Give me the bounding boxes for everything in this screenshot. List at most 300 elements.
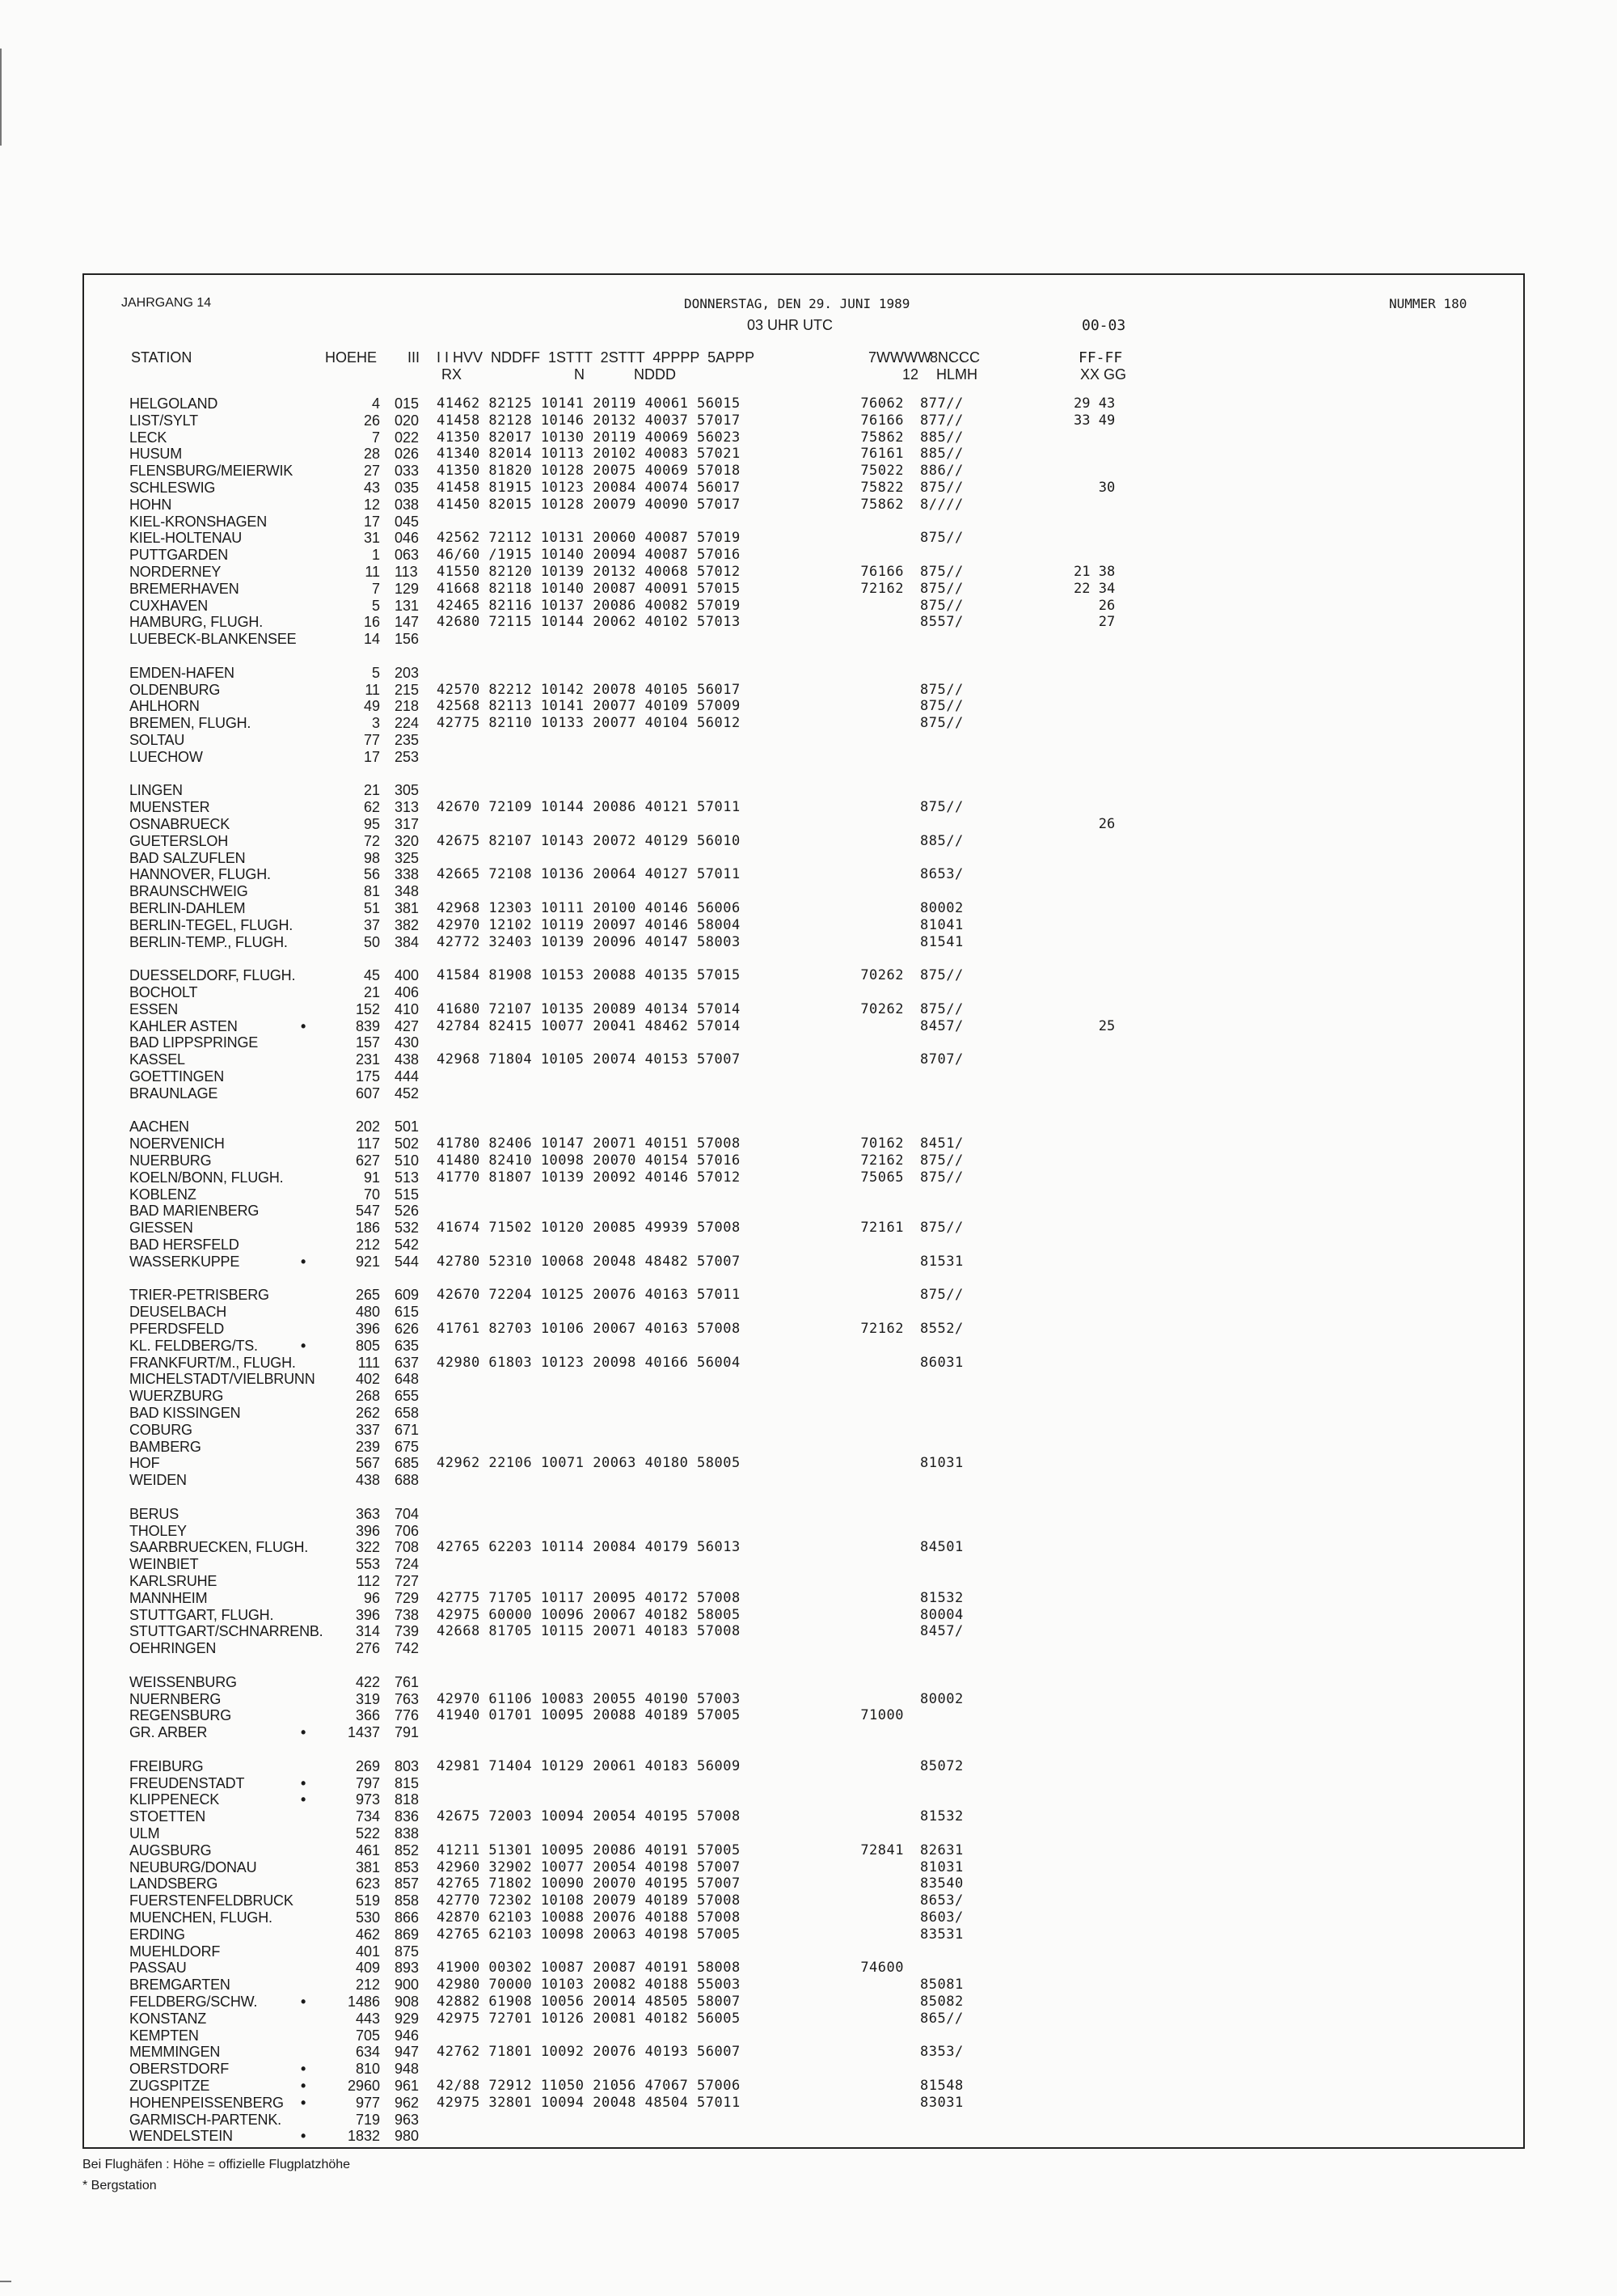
station-hoehe: 553 [355, 1556, 380, 1573]
station-name: GARMISCH-PARTENK. [129, 2111, 281, 2128]
station-name: DUESSELDORF, FLUGH. [129, 967, 296, 984]
station-hoehe: 396 [355, 1321, 380, 1337]
synop-groups: 41770 81807 10139 20092 40146 57012 [437, 1169, 741, 1186]
station-name: WEIDEN [129, 1472, 187, 1489]
synop-groups: 41350 81820 10128 20075 40069 57018 [437, 463, 741, 480]
table-row [0, 1892, 1617, 1909]
group-7wwww: 75862 [860, 496, 904, 513]
table-row [0, 1439, 1617, 1456]
table-row [0, 1758, 1617, 1775]
table-row [0, 1960, 1617, 1977]
station-name: STUTTGART, FLUGH. [129, 1606, 274, 1623]
station-hoehe: 98 [363, 849, 380, 866]
station-name: DEUSELBACH [129, 1304, 227, 1321]
station-iii: 818 [395, 1791, 420, 1808]
table-row [0, 1506, 1617, 1523]
station-name: OEHRINGEN [129, 1640, 217, 1657]
station-iii: 063 [395, 547, 420, 564]
synop-groups: 42981 71404 10129 20061 40183 56009 [437, 1757, 741, 1774]
table-row [0, 1321, 1617, 1338]
table-row [0, 1707, 1617, 1724]
station-name: GR. ARBER [129, 1724, 208, 1741]
station-hoehe: 1832 [347, 2128, 380, 2145]
synop-groups: 41458 81915 10123 20084 40074 56017 [437, 480, 741, 496]
group-ff-gusts: 26 [1074, 597, 1116, 614]
station-name: AHLHORN [129, 698, 200, 715]
table-row [0, 1287, 1617, 1304]
table-row [0, 514, 1617, 531]
table-row [0, 581, 1617, 598]
group-8nccc: 875// [920, 1000, 964, 1017]
station-name: ULM [129, 1825, 160, 1841]
synop-groups: 41480 82410 10098 20070 40154 57016 [437, 1152, 741, 1169]
station-hoehe: 805 [355, 1337, 380, 1354]
station-name: BERUS [129, 1505, 179, 1522]
group-8nccc: 875// [920, 967, 964, 984]
station-iii: 020 [395, 412, 420, 429]
bergstation-marker: • [301, 1017, 306, 1034]
station-iii: 948 [395, 2061, 420, 2078]
station-hoehe: 623 [355, 1875, 380, 1892]
station-hoehe: 17 [363, 748, 380, 765]
station-iii: 313 [395, 799, 420, 816]
station-name: OSNABRUECK [129, 816, 230, 832]
station-hoehe: 17 [363, 513, 380, 530]
synop-groups: 42665 72108 10136 20064 40127 57011 [437, 866, 741, 883]
station-hoehe: 422 [355, 1673, 380, 1690]
group-7wwww: 74600 [860, 1960, 904, 1977]
station-iii: 946 [395, 2027, 420, 2044]
station-iii: 427 [395, 1017, 420, 1034]
station-hoehe: 268 [355, 1388, 380, 1405]
station-iii: 438 [395, 1051, 420, 1068]
group-8nccc: 877// [920, 395, 964, 412]
table-row [0, 1169, 1617, 1186]
table-row [0, 2095, 1617, 2112]
station-iii: 410 [395, 1000, 420, 1017]
station-hoehe: 269 [355, 1757, 380, 1774]
synop-groups: 42962 22106 10071 20063 40180 58005 [437, 1455, 741, 1472]
time-label: 03 UHR UTC [747, 317, 834, 333]
table-row [0, 1034, 1617, 1051]
station-hoehe: 363 [355, 1505, 380, 1522]
group-8nccc: 875// [920, 564, 964, 580]
group-7wwww: 70162 [860, 1135, 904, 1152]
station-iii: 742 [395, 1640, 420, 1657]
station-hoehe: 231 [355, 1051, 380, 1068]
station-iii: 026 [395, 446, 420, 463]
table-row [0, 530, 1617, 547]
station-iii: 515 [395, 1186, 420, 1203]
station-name: FREUDENSTADT [129, 1774, 245, 1791]
table-row [0, 1977, 1617, 1994]
station-iii: 317 [395, 816, 420, 832]
station-iii: 963 [395, 2111, 420, 2128]
footnote-bergstation: * Bergstation [82, 2179, 157, 2192]
group-7wwww: 72162 [860, 1152, 904, 1169]
synop-groups: 41674 71502 10120 20085 49939 57008 [437, 1220, 741, 1237]
table-row [0, 1085, 1617, 1102]
col-nccc: 8NCCC [930, 349, 981, 366]
station-hoehe: 567 [355, 1455, 380, 1472]
station-hoehe: 366 [355, 1707, 380, 1724]
station-iii: 526 [395, 1203, 420, 1220]
bergstation-marker: • [301, 2078, 306, 2094]
table-row [0, 446, 1617, 463]
station-iii: 708 [395, 1539, 420, 1556]
station-name: BAD KISSINGEN [129, 1405, 241, 1421]
station-hoehe: 4 [371, 395, 380, 412]
synop-groups: 41584 81908 10153 20088 40135 57015 [437, 967, 741, 984]
station-iii: 510 [395, 1152, 420, 1169]
nummer-label: NUMMER 180 [1389, 296, 1467, 311]
station-iii: 836 [395, 1808, 420, 1825]
group-8nccc: 85081 [920, 1977, 964, 1994]
group-7wwww: 76166 [860, 412, 904, 429]
station-hoehe: 202 [355, 1118, 380, 1135]
table-row [0, 665, 1617, 682]
station-hoehe: 337 [355, 1421, 380, 1438]
table-row [0, 1405, 1617, 1422]
synop-groups: 42784 82415 10077 20041 48462 57014 [437, 1017, 741, 1034]
table-row [0, 1691, 1617, 1708]
group-8nccc: 8707/ [920, 1051, 964, 1068]
table-row [0, 395, 1617, 412]
table-row [0, 1808, 1617, 1825]
group-8nccc: 84501 [920, 1539, 964, 1556]
station-hoehe: 95 [363, 816, 380, 832]
station-name: PUTTGARDEN [129, 547, 229, 564]
synop-groups: 42762 71801 10092 20076 40193 56007 [437, 2044, 741, 2061]
station-iii: 382 [395, 916, 420, 933]
synop-groups: 42980 61803 10123 20098 40166 56004 [437, 1354, 741, 1371]
station-name: FRANKFURT/M., FLUGH. [129, 1354, 296, 1371]
table-row [0, 782, 1617, 799]
table-row [0, 1926, 1617, 1943]
table-row [0, 1338, 1617, 1355]
station-iii: 893 [395, 1960, 420, 1977]
period-label: 00-03 [1082, 317, 1126, 334]
station-hoehe: 314 [355, 1623, 380, 1640]
station-hoehe: 11 [365, 564, 380, 580]
station-hoehe: 319 [355, 1690, 380, 1707]
group-ff-gusts: 21 38 [1074, 564, 1116, 580]
station-hoehe: 117 [357, 1135, 380, 1152]
table-row [0, 2011, 1617, 2027]
table-row [0, 2044, 1617, 2061]
station-iii: 763 [395, 1690, 420, 1707]
table-row [0, 799, 1617, 816]
station-name: NUERNBERG [129, 1690, 222, 1707]
group-8nccc: 83540 [920, 1875, 964, 1892]
synop-groups: 41940 01701 10095 20088 40189 57005 [437, 1707, 741, 1724]
table-row [0, 1775, 1617, 1792]
station-name: MUENSTER [129, 799, 210, 816]
table-row [0, 698, 1617, 715]
bergstation-marker: • [301, 1994, 306, 2010]
station-name: BERLIN-DAHLEM [129, 900, 246, 916]
group-8nccc: 875// [920, 698, 964, 715]
station-hoehe: 810 [355, 2061, 380, 2078]
station-iii: 544 [395, 1253, 420, 1270]
station-name: GIESSEN [129, 1220, 193, 1237]
station-hoehe: 37 [363, 916, 380, 933]
station-iii: 815 [395, 1774, 420, 1791]
station-iii: 015 [395, 395, 420, 412]
station-name: KIEL-KRONSHAGEN [129, 513, 268, 530]
station-hoehe: 21 [363, 984, 380, 1000]
table-row [0, 1875, 1617, 1892]
station-hoehe: 12 [363, 496, 380, 513]
table-row [0, 866, 1617, 883]
station-iii: 637 [395, 1354, 420, 1371]
station-name: LUEBECK-BLANKENSEE [129, 631, 297, 648]
station-iii: 452 [395, 1085, 420, 1101]
group-ff-gusts: 30 [1074, 480, 1116, 496]
station-hoehe: 7 [371, 429, 380, 446]
station-name: HAMBURG, FLUGH. [129, 614, 264, 631]
table-row [0, 1203, 1617, 1220]
station-hoehe: 480 [355, 1304, 380, 1321]
station-iii: 947 [395, 2044, 420, 2061]
synop-groups: 41550 82120 10139 20132 40068 57012 [437, 564, 741, 580]
scan-edge-mark [0, 2281, 11, 2282]
station-iii: 542 [395, 1237, 420, 1253]
station-name: HOHENPEISSENBERG [129, 2094, 284, 2111]
station-hoehe: 839 [355, 1017, 380, 1034]
synop-groups: 42960 32902 10077 20054 40198 57007 [437, 1858, 741, 1875]
station-name: ESSEN [129, 1000, 179, 1017]
table-row [0, 984, 1617, 1001]
station-name: HANNOVER, FLUGH. [129, 866, 271, 883]
station-name: BAMBERG [129, 1438, 201, 1455]
table-row [0, 1051, 1617, 1068]
station-hoehe: 396 [355, 1522, 380, 1539]
group-8nccc: 83531 [920, 1926, 964, 1943]
table-row [0, 480, 1617, 497]
table-row [0, 1607, 1617, 1624]
table-row [0, 1623, 1617, 1640]
station-name: FUERSTENFELDBRUCK [129, 1892, 293, 1909]
group-7wwww: 76062 [860, 395, 904, 412]
station-name: NUERBURG [129, 1152, 212, 1169]
synop-groups: 41761 82703 10106 20067 40163 57008 [437, 1321, 741, 1337]
group-8nccc: 865// [920, 2010, 964, 2027]
station-name: NOERVENICH [129, 1135, 225, 1152]
table-row [0, 2078, 1617, 2095]
synop-groups: 42570 82212 10142 20078 40105 56017 [437, 681, 741, 698]
group-8nccc: 81031 [920, 1455, 964, 1472]
group-ff-gusts: 29 43 [1074, 395, 1116, 412]
station-iii: 022 [395, 429, 420, 446]
synop-groups: 42465 82116 10137 20086 40082 57019 [437, 597, 741, 614]
table-row [0, 883, 1617, 900]
station-name: BAD LIPPSPRINGE [129, 1034, 259, 1051]
station-hoehe: 401 [355, 1943, 380, 1960]
station-iii: 235 [395, 732, 420, 748]
synop-groups: 42765 71802 10090 20070 40195 57007 [437, 1875, 741, 1892]
station-name: WUERZBURG [129, 1388, 224, 1405]
station-name: SOLTAU [129, 732, 185, 748]
group-8nccc: 80002 [920, 1690, 964, 1707]
station-iii: 305 [395, 782, 420, 799]
station-iii: 215 [395, 681, 420, 698]
station-iii: 648 [395, 1371, 420, 1388]
station-hoehe: 634 [355, 2044, 380, 2061]
station-iii: 875 [395, 1943, 420, 1960]
table-row [0, 631, 1617, 648]
station-iii: 320 [395, 832, 420, 849]
station-hoehe: 973 [355, 1791, 380, 1808]
station-name: KL. FELDBERG/TS. [129, 1337, 258, 1354]
group-8nccc: 81532 [920, 1589, 964, 1606]
station-name: KASSEL [129, 1051, 185, 1068]
group-8nccc: 875// [920, 1287, 964, 1304]
station-name: PFERDSFELD [129, 1321, 225, 1337]
group-7wwww: 72161 [860, 1220, 904, 1237]
group-ff-gusts: 27 [1074, 614, 1116, 631]
group-8nccc: 8457/ [920, 1017, 964, 1034]
synop-groups: 41780 82406 10147 20071 40151 57008 [437, 1135, 741, 1152]
table-row [0, 1590, 1617, 1607]
synop-groups: 42775 71705 10117 20095 40172 57008 [437, 1589, 741, 1606]
station-hoehe: 322 [355, 1539, 380, 1556]
station-hoehe: 5 [371, 664, 380, 681]
group-ff-gusts: 26 [1074, 816, 1116, 832]
station-hoehe: 265 [355, 1287, 380, 1304]
station-iii: 900 [395, 1977, 420, 1994]
station-name: KOELN/BONN, FLUGH. [129, 1169, 284, 1186]
group-8nccc: 8451/ [920, 1135, 964, 1152]
station-name: BREMGARTEN [129, 1977, 230, 1994]
station-hoehe: 27 [363, 463, 380, 480]
station-name: MICHELSTADT/VIELBRUNN [129, 1371, 315, 1388]
col-iii: III [407, 349, 420, 366]
station-name: WEINBIET [129, 1556, 199, 1573]
group-7wwww: 70262 [860, 967, 904, 984]
station-hoehe: 443 [355, 2010, 380, 2027]
station-iii: 502 [395, 1135, 420, 1152]
group-8nccc: 86031 [920, 1354, 964, 1371]
group-8nccc: 875// [920, 1220, 964, 1237]
col-rx: RX [441, 366, 462, 383]
synop-groups: 41462 82125 10141 20119 40061 56015 [437, 395, 741, 412]
table-row [0, 1825, 1617, 1842]
footnote-flughafen: Bei Flughäfen : Höhe = offizielle Flugplatzhöhe [82, 2158, 351, 2171]
station-name: FELDBERG/SCHW. [129, 1994, 258, 2010]
station-name: GOETTINGEN [129, 1068, 225, 1085]
group-8nccc: 8457/ [920, 1623, 964, 1640]
station-name: GUETERSLOH [129, 832, 229, 849]
station-iii: 961 [395, 2078, 420, 2094]
station-name: HELGOLAND [129, 395, 218, 412]
station-name: BERLIN-TEMP., FLUGH. [129, 933, 288, 950]
station-hoehe: 1 [371, 547, 380, 564]
group-8nccc: 8603/ [920, 1909, 964, 1926]
station-iii: 384 [395, 933, 420, 950]
station-iii: 430 [395, 1034, 420, 1051]
station-iii: 724 [395, 1556, 420, 1573]
group-8nccc: 885// [920, 429, 964, 446]
station-name: SAARBRUECKEN, FLUGH. [129, 1539, 309, 1556]
group-8nccc: 875// [920, 715, 964, 732]
station-iii: 685 [395, 1455, 420, 1472]
station-name: HOHN [129, 496, 172, 513]
station-iii: 776 [395, 1707, 420, 1724]
station-hoehe: 16 [363, 614, 380, 631]
synop-groups: 42970 61106 10083 20055 40190 57003 [437, 1690, 741, 1707]
group-7wwww: 76166 [860, 564, 904, 580]
station-hoehe: 56 [363, 866, 380, 883]
station-name: KARLSRUHE [129, 1573, 217, 1589]
table-row [0, 1472, 1617, 1489]
group-7wwww: 75065 [860, 1169, 904, 1186]
group-7wwww: 72841 [860, 1841, 904, 1858]
station-name: PASSAU [129, 1960, 187, 1977]
table-row [0, 1556, 1617, 1573]
station-iii: 253 [395, 748, 420, 765]
scan-edge-mark [0, 49, 2, 146]
table-row [0, 463, 1617, 480]
synop-groups: 42870 62103 10088 20076 40188 57008 [437, 1909, 741, 1926]
table-row [0, 1842, 1617, 1859]
table-row [0, 682, 1617, 699]
station-name: WEISSENBURG [129, 1673, 237, 1690]
table-row [0, 967, 1617, 984]
station-name: NEUBURG/DONAU [129, 1858, 257, 1875]
table-row [0, 934, 1617, 951]
table-row [0, 1068, 1617, 1085]
synop-groups: 41350 82017 10130 20119 40069 56023 [437, 429, 741, 446]
synop-groups: 42668 81705 10115 20071 40183 57008 [437, 1623, 741, 1640]
station-hoehe: 62 [363, 799, 380, 816]
station-hoehe: 43 [363, 480, 380, 496]
synop-groups: 42975 60000 10096 20067 40182 58005 [437, 1606, 741, 1623]
station-name: MEMMINGEN [129, 2044, 221, 2061]
station-hoehe: 797 [355, 1774, 380, 1791]
station-hoehe: 519 [355, 1892, 380, 1909]
station-iii: 853 [395, 1858, 420, 1875]
station-iii: 852 [395, 1841, 420, 1858]
group-8nccc: 81541 [920, 933, 964, 950]
synop-groups: 41340 82014 10113 20102 40083 57021 [437, 446, 741, 463]
group-8nccc: 8552/ [920, 1321, 964, 1337]
group-7wwww: 75822 [860, 480, 904, 496]
station-name: BOCHOLT [129, 984, 198, 1000]
station-hoehe: 81 [363, 883, 380, 900]
station-hoehe: 212 [355, 1977, 380, 1994]
group-8nccc: 875// [920, 580, 964, 597]
station-hoehe: 607 [355, 1085, 380, 1101]
station-iii: 113 [395, 564, 418, 580]
station-iii: 444 [395, 1068, 420, 1085]
table-row [0, 1135, 1617, 1152]
station-hoehe: 402 [355, 1371, 380, 1388]
station-iii: 131 [395, 597, 420, 614]
station-iii: 655 [395, 1388, 420, 1405]
station-iii: 038 [395, 496, 420, 513]
station-name: BAD HERSFELD [129, 1237, 239, 1253]
group-8nccc: 8557/ [920, 614, 964, 631]
synop-groups: 42675 72003 10094 20054 40195 57008 [437, 1808, 741, 1825]
station-hoehe: 1437 [347, 1724, 380, 1741]
station-hoehe: 438 [355, 1472, 380, 1489]
station-hoehe: 3 [371, 715, 380, 732]
synop-groups: 41668 82118 10140 20087 40091 57015 [437, 580, 741, 597]
group-8nccc: 85072 [920, 1757, 964, 1774]
station-hoehe: 719 [355, 2111, 380, 2128]
station-hoehe: 49 [363, 698, 380, 715]
